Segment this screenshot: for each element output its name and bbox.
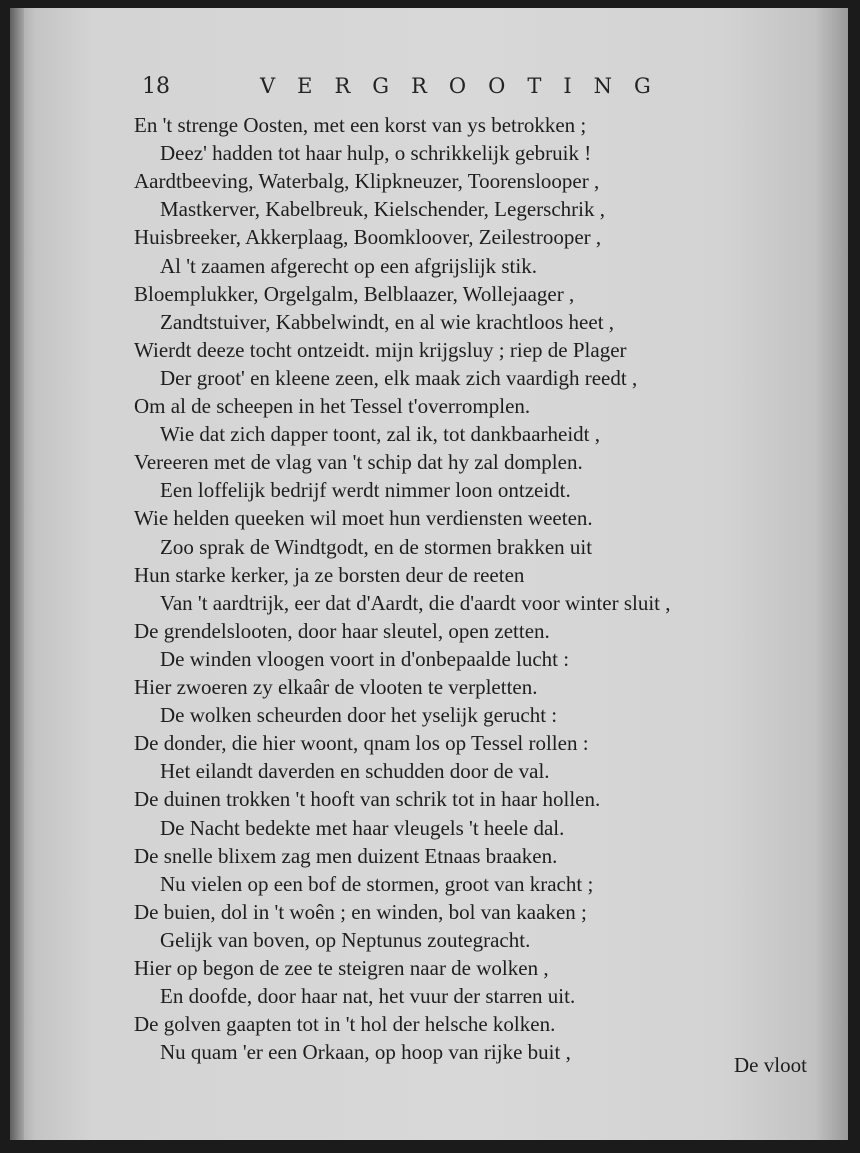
- poem-line: Wierdt deeze tocht ontzeidt. mijn krijgsluy ; riep de Plager: [134, 337, 627, 362]
- poem-line: De winden vloogen voort in d'onbepaalde lucht :: [160, 646, 570, 671]
- poem-line: Hier op begon de zee te steigren naar de wolken ,: [134, 956, 549, 980]
- poem-line: Huisbreeker, Akkerplaag, Boomkloover, Zeilestrooper ,: [134, 225, 602, 250]
- poem-line: De buien, dol in 't woên ; en winden, bol van kaaken ;: [134, 899, 587, 924]
- poem-line: En 't strenge Oosten, met een korst van ys betrokken ;: [134, 113, 587, 137]
- poem-line: Der groot' en kleene zeen, elk maak zich vaardigh reedt ,: [160, 365, 638, 390]
- poem-line: En doofde, door haar nat, het vuur der starren uit.: [160, 984, 576, 1009]
- poem-line: Aardtbeeving, Waterbalg, Klipkneuzer, Toorenslooper ,: [134, 169, 600, 194]
- poem-line: Hun starke kerker, ja ze borsten deur de reeten: [134, 562, 525, 587]
- poem-line: De donder, die hier woont, qnam los op Tessel rollen :: [134, 731, 589, 756]
- poem-line: Wie dat zich dapper toont, zal ik, tot dankbaarheidt ,: [160, 422, 600, 447]
- poem-line: Hier zwoeren zy elkaâr de vlooten te verpletten.: [134, 675, 538, 699]
- poem-line: Bloemplukker, Orgelgalm, Belblaazer, Wollejaager ,: [134, 281, 575, 306]
- poem-line: Nu quam 'er een Orkaan, op hoop van rijke buit ,: [160, 1040, 571, 1065]
- poem-line: De duinen trokken 't hooft van schrik tot in haar hollen.: [134, 787, 601, 812]
- poem-line: Gelijk van boven, op Neptunus zoutegracht.: [160, 927, 531, 952]
- poem-line: De golven gaapten tot in 't hol der helsche kolken.: [134, 1012, 556, 1037]
- poem-line: De grendelslooten, door haar sleutel, open zetten.: [134, 618, 550, 643]
- poem-line: Het eilandt daverden en schudden door de val.: [160, 759, 550, 784]
- page-number: 18: [142, 74, 170, 99]
- poem-line: Al 't zaamen afgerecht op een afgrijslijk stik.: [160, 253, 537, 278]
- poem-line: Nu vielen op een bof de stormen, groot van kracht ;: [160, 871, 594, 896]
- poem-line: Mastkerver, Kabelbreuk, Kielschender, Legerschrik ,: [160, 197, 605, 222]
- poem-line: Wie helden queeken wil moet hun verdiensten weeten.: [134, 506, 593, 531]
- poem-text: [10, 8, 848, 1140]
- book-page: [10, 8, 848, 1140]
- poem-line: De wolken scheurden door het yselijk gerucht :: [160, 703, 558, 728]
- poem-line: Zoo sprak de Windtgodt, en de stormen brakken uit: [160, 534, 593, 559]
- poem-line: Om al de scheepen in het Tessel t'overromplen.: [134, 394, 531, 418]
- catchword: De vloot: [734, 1053, 807, 1077]
- poem-line: Vereeren met de vlag van 't schip dat hy zal domplen.: [134, 450, 583, 475]
- poem-line: Een loffelijk bedrijf werdt nimmer loon ontzeidt.: [160, 478, 571, 503]
- poem-line: Deez' hadden tot haar hulp, o schrikkelijk gebruik !: [160, 141, 592, 166]
- poem-line: De Nacht bedekte met haar vleugels 't heele dal.: [160, 815, 565, 840]
- poem-line: De snelle blixem zag men duizent Etnaas braaken.: [134, 843, 558, 868]
- poem-line: Zandtstuiver, Kabbelwindt, en al wie krachtloos heet ,: [160, 309, 615, 334]
- running-title: VERGROOTING: [260, 74, 673, 98]
- poem-line: Van 't aardtrijk, eer dat d'Aardt, die d'aardt voor winter sluit ,: [160, 590, 671, 615]
